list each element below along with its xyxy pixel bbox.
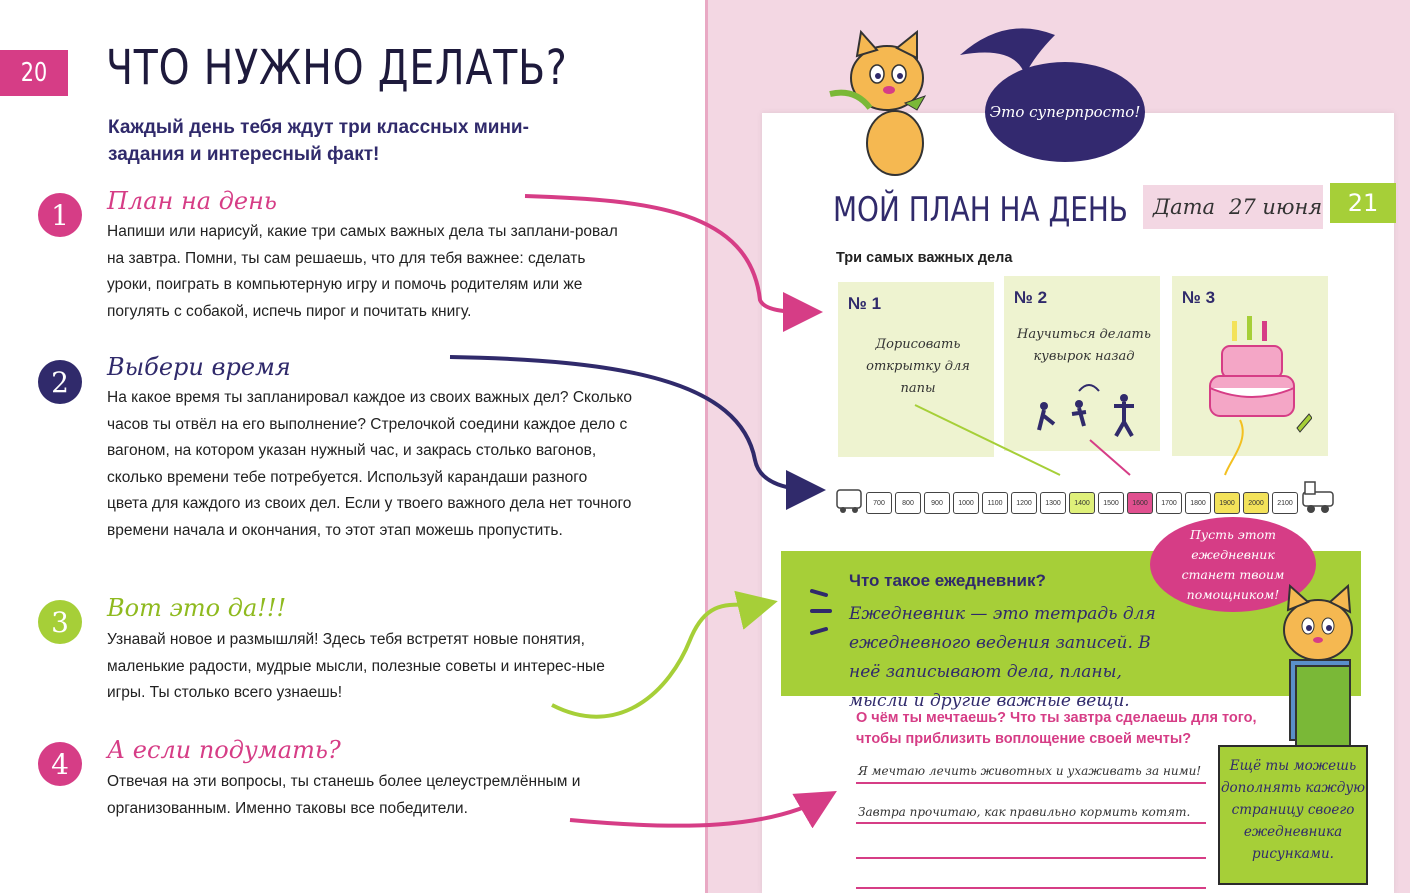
fact-question: Что такое ежедневник?	[849, 571, 1046, 590]
step-1-badge: 1	[38, 193, 82, 237]
extra-note-box: Ещё ты можешь дополнять каждую страницу своего ежедневника рисунками.	[1218, 745, 1368, 885]
planner-title: МОЙ ПЛАН НА ДЕНЬ	[833, 190, 1128, 230]
task-card-2	[1004, 276, 1160, 451]
train-car: 1200	[1011, 492, 1037, 514]
train-car: 800	[895, 492, 921, 514]
step-4-title: А если подумать?	[107, 736, 341, 764]
dream-answer-1: Я мечтаю лечить животных и ухаживать за ними!	[858, 764, 1202, 778]
date-value: 27 июня	[1229, 195, 1323, 219]
date-label: Дата	[1153, 195, 1216, 219]
task-card-3	[1172, 276, 1328, 456]
train-car: 1700	[1156, 492, 1182, 514]
train-caboose-icon	[835, 484, 863, 514]
train-car: 1300	[1040, 492, 1066, 514]
train-car: 1500	[1098, 492, 1124, 514]
step-3-text: Узнавай новое и размышляй! Здесь тебя встретят новые понятия, маленькие радости, мудрые мысли, полезные советы и интерес-ные игры. Ты столько всего узнаешь!	[107, 631, 605, 701]
page-number-left: 20	[0, 50, 68, 96]
train-car: 1600	[1127, 492, 1153, 514]
locomotive-icon	[1301, 480, 1337, 514]
page-title: ЧТО НУЖНО ДЕЛАТЬ?	[106, 40, 568, 96]
train-car: 2000	[1243, 492, 1269, 514]
task-2-number: № 2	[1014, 288, 1048, 307]
speech-bubble: Это суперпросто!	[985, 62, 1145, 162]
task-1-text: Дорисовать открытку для папы	[866, 337, 970, 396]
task-2-text: Научиться делать кувырок назад	[1017, 327, 1151, 364]
fact-answer: Ежедневник — это тетрадь для ежедневного ведения записей. В неё записывают дела, планы, мысли и другие важные вещи.	[849, 604, 1156, 711]
train-car: 2100	[1272, 492, 1298, 514]
step-2-title: Выбери время	[107, 353, 291, 381]
pink-speech-bubble: Пусть этот ежедневник станет твоим помощником!	[1150, 517, 1316, 612]
exclamation-marks-icon	[808, 585, 834, 645]
train-car: 1800	[1185, 492, 1211, 514]
dream-answer-2: Завтра прочитаю, как правильно кормить котят.	[858, 805, 1191, 819]
tasks-heading: Три самых важных дела	[836, 250, 1013, 266]
step-4-text: Отвечая на эти вопросы, ты станешь более целеустремлённым и организованным. Именно таковы все победители.	[107, 773, 581, 817]
dream-line-3	[856, 857, 1206, 859]
train-car: 900	[924, 492, 950, 514]
task-1-number: № 1	[848, 294, 882, 313]
date-box	[1143, 185, 1323, 229]
train-car: 700	[866, 492, 892, 514]
train-car: 1100	[982, 492, 1008, 514]
step-4-badge: 4	[38, 742, 82, 786]
step-2-badge: 2	[38, 360, 82, 404]
cat-illustration-top	[825, 28, 975, 178]
tumbling-figures-icon	[1024, 376, 1144, 446]
train-car: 1400	[1069, 492, 1095, 514]
task-3-number: № 3	[1182, 288, 1216, 307]
dream-line-2	[856, 822, 1206, 824]
dream-line-4	[856, 887, 1206, 889]
train-car: 1900	[1214, 492, 1240, 514]
dream-line-1	[856, 782, 1206, 784]
train-car: 1000	[953, 492, 979, 514]
dream-question: О чём ты мечтаешь? Что ты завтра сделаешь для того, чтобы приблизить воплощение своей мечты?	[856, 710, 1257, 747]
step-3-title: Вот это да!!!	[107, 594, 287, 622]
page-number-right: 21	[1330, 183, 1396, 223]
birthday-cake-icon	[1202, 316, 1312, 446]
step-2-text: На какое время ты запланировал каждое из своих важных дел? Сколько часов ты отвёл на его выполнение? Стрелочкой соедини каждое дело с вагоном, на котором указан нужный час, и закрась столько вагонов, сколько времени тебе потребуется. Используй карандаши разного цвета для каждого из своих дел. Если у твоего важного дела нет точного времени начала и окончания, то этот этап можешь пропустить.	[107, 389, 632, 539]
step-1-text: Напиши или нарисуй, какие три самых важных дела ты заплани-ровал на завтра. Помни, ты сам решаешь, что для тебя важнее: сделать уроки, поиграть в компьютерную игру и помочь родителям или же погулять с собакой, испечь пирог и почитать книгу.	[107, 223, 618, 320]
time-train	[835, 472, 1337, 514]
step-3-badge: 3	[38, 600, 82, 644]
task-card-1	[838, 282, 994, 457]
book-spine	[705, 0, 708, 893]
step-1-title: План на день	[107, 187, 277, 215]
page-subtitle: Каждый день тебя ждут три классных мини-задания и интересный факт!	[108, 117, 529, 165]
